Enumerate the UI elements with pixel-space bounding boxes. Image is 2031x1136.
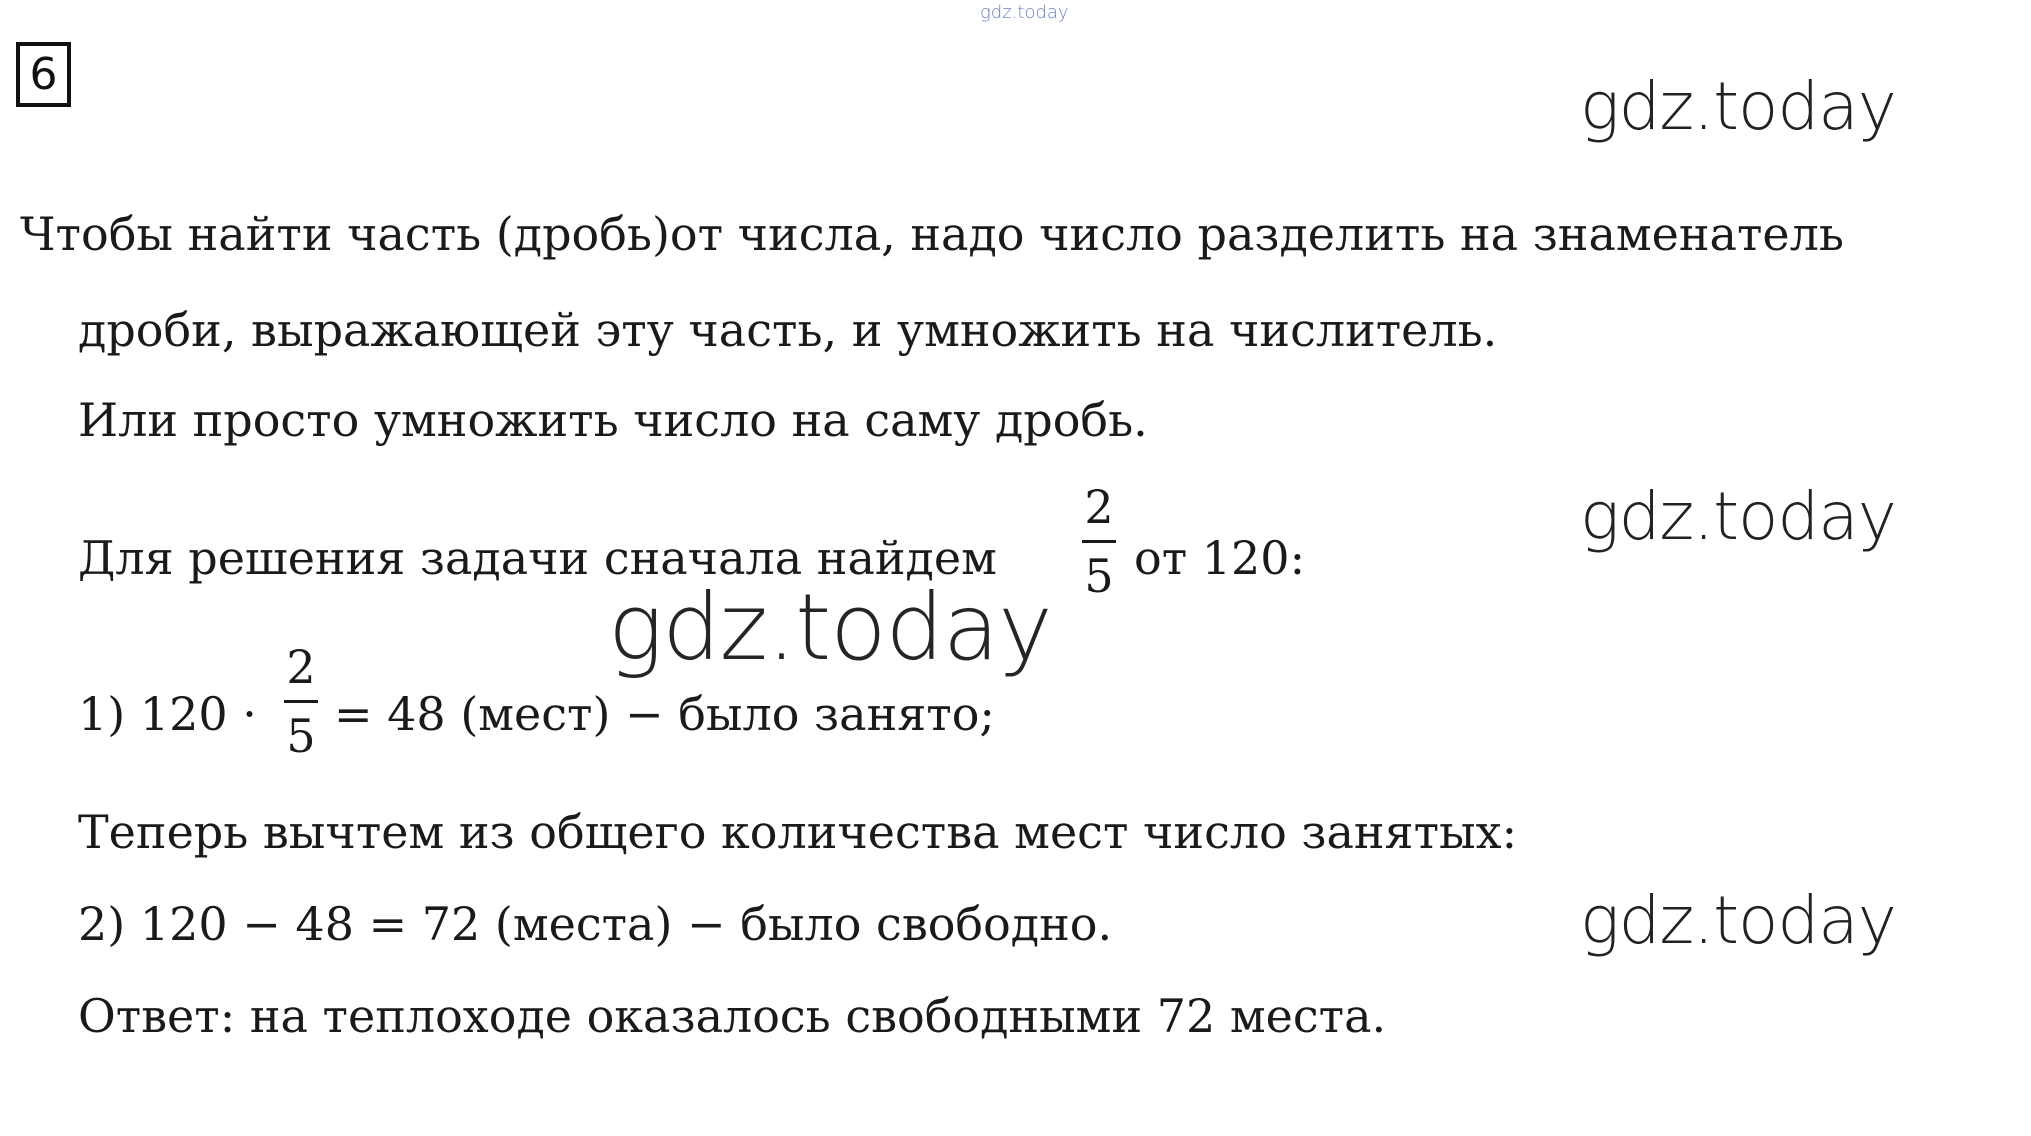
- step-1-end: = 48 (мест) − было занято;: [334, 687, 995, 741]
- rule-line-2: дроби, выражающей эту часть, и умножить на числитель.: [78, 303, 1498, 357]
- watermark-middle: gdz.today: [1580, 478, 1896, 555]
- intro-fraction: [1082, 480, 1116, 603]
- intro-fraction-denominator: 5: [1084, 549, 1114, 603]
- rule-line-3: Или просто умножить число на саму дробь.: [78, 393, 1148, 447]
- watermark-small: gdz.today: [980, 2, 1069, 23]
- intro-text: Для решения задачи сначала найдем: [78, 531, 997, 585]
- problem-number: 6: [16, 42, 71, 107]
- step-1-fraction-denominator: 5: [286, 709, 316, 763]
- transition-text: Теперь вычтем из общего количества мест число занятых:: [78, 805, 1518, 859]
- watermark-large: gdz.today: [608, 574, 1052, 681]
- answer-text: Ответ: на теплоходе оказалось свободными 72 места.: [78, 989, 1387, 1043]
- intro-fraction-numerator: 2: [1084, 480, 1114, 534]
- watermark-bottom: gdz.today: [1580, 882, 1896, 959]
- rule-line-1: Чтобы найти часть (дробь)от числа, надо число разделить на знаменатель: [20, 207, 1844, 261]
- step-1-fraction-numerator: 2: [286, 640, 316, 694]
- step-1-fraction: [284, 640, 318, 763]
- intro-text-end: от 120:: [1134, 531, 1306, 585]
- step-1-start: 1) 120 ·: [78, 687, 257, 741]
- watermark-top: gdz.today: [1580, 68, 1896, 145]
- fraction-bar: [284, 700, 318, 703]
- fraction-bar: [1082, 540, 1116, 543]
- step-2: 2) 120 − 48 = 72 (места) − было свободно.: [78, 897, 1113, 951]
